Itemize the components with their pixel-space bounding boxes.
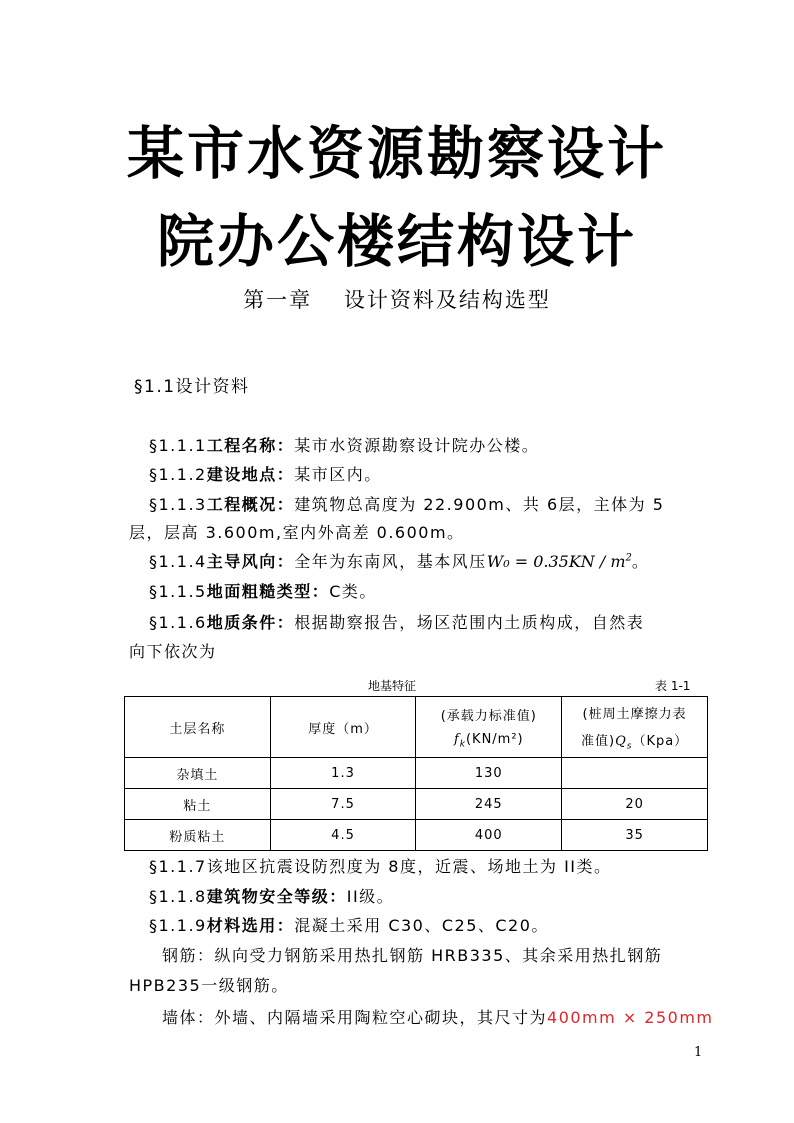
wall-block-dimensions: 400mm × 250mm — [547, 1008, 714, 1027]
cell-soil-name: 粉质粘土 — [125, 820, 271, 851]
item-1-1-6: §1.1.6地质条件：根据勘察报告，场区范围内土质构成，自然表 — [149, 613, 645, 632]
cell-thickness: 1.3 — [270, 758, 416, 789]
cell-soil-name: 粘土 — [125, 789, 271, 820]
item-1-1-5: §1.1.5地面粗糙类型：C类。 — [149, 582, 377, 601]
cell-thickness: 4.5 — [270, 820, 416, 851]
table-row — [125, 789, 708, 820]
header-soil-layer: 土层名称 — [125, 697, 271, 758]
header-thickness: 厚度（m） — [270, 697, 416, 758]
cell-thickness: 7.5 — [270, 789, 416, 820]
header-bearing-capacity: (承载力标准值) $f_k(KN/m^2)$ — [416, 697, 562, 758]
table-caption: 地基特征 — [368, 679, 417, 693]
steel-paragraph-continued: HPB235一级钢筋。 — [129, 976, 289, 995]
steel-paragraph: 钢筋：纵向受力钢筋采用热扎钢筋 HRB335、其余采用热扎钢筋 — [162, 946, 663, 965]
cell-friction: 20 — [562, 789, 708, 820]
table-row — [125, 820, 708, 851]
item-1-1-3-continued: 层，层高 3.600m,室内外高差 0.600m。 — [129, 523, 465, 542]
document-title-line-1: 某市水资源勘察设计 — [127, 120, 667, 187]
item-1-1-7: §1.1.7该地区抗震设防烈度为 8度，近震、场地土为 II类。 — [149, 857, 612, 876]
table-header-row — [125, 697, 708, 758]
item-1-1-2: §1.1.2建设地点：某市区内。 — [149, 465, 382, 484]
item-1-1-9: §1.1.9材料选用：混凝土采用 C30、C25、C20。 — [149, 916, 549, 935]
item-1-1-6-continued: 向下依次为 — [129, 642, 217, 661]
item-1-1-8: §1.1.8建筑物安全等级：II级。 — [149, 887, 395, 906]
chapter-heading: 第一章 设计资料及结构选型 — [243, 288, 551, 312]
document-title-line-2: 院办公楼结构设计 — [157, 208, 637, 275]
page-number: 1 — [694, 1045, 703, 1060]
foundation-characteristics-table — [124, 696, 708, 851]
cell-bearing: 130 — [416, 758, 562, 789]
section-heading: §1.1设计资料 — [134, 377, 250, 397]
cell-soil-name: 杂填土 — [125, 758, 271, 789]
cell-bearing: 245 — [416, 789, 562, 820]
cell-friction — [562, 758, 708, 789]
wall-paragraph: 墙体：外墙、内隔墙采用陶粒空心砌块，其尺寸为400mm × 250mm — [162, 1008, 714, 1027]
cell-friction: 35 — [562, 820, 708, 851]
header-pile-friction: (桩周土摩擦力表 准值)$Q_s(Kpa)$ — [562, 697, 708, 758]
item-1-1-3: §1.1.3工程概况：建筑物总高度为 22.900m、共 6层，主体为 5 — [149, 495, 665, 514]
table-number: 表 1-1 — [655, 679, 691, 693]
table-row — [125, 758, 708, 789]
wind-pressure-formula: $W_0 = 0.35KN / m^2$ — [486, 552, 632, 571]
item-1-1-1: §1.1.1工程名称：某市水资源勘察设计院办公楼。 — [149, 436, 540, 455]
cell-bearing: 400 — [416, 820, 562, 851]
item-1-1-4: §1.1.4主导风向：全年为东南风，基本风压$W_0 = 0.35KN / m^2$。 — [149, 552, 650, 571]
